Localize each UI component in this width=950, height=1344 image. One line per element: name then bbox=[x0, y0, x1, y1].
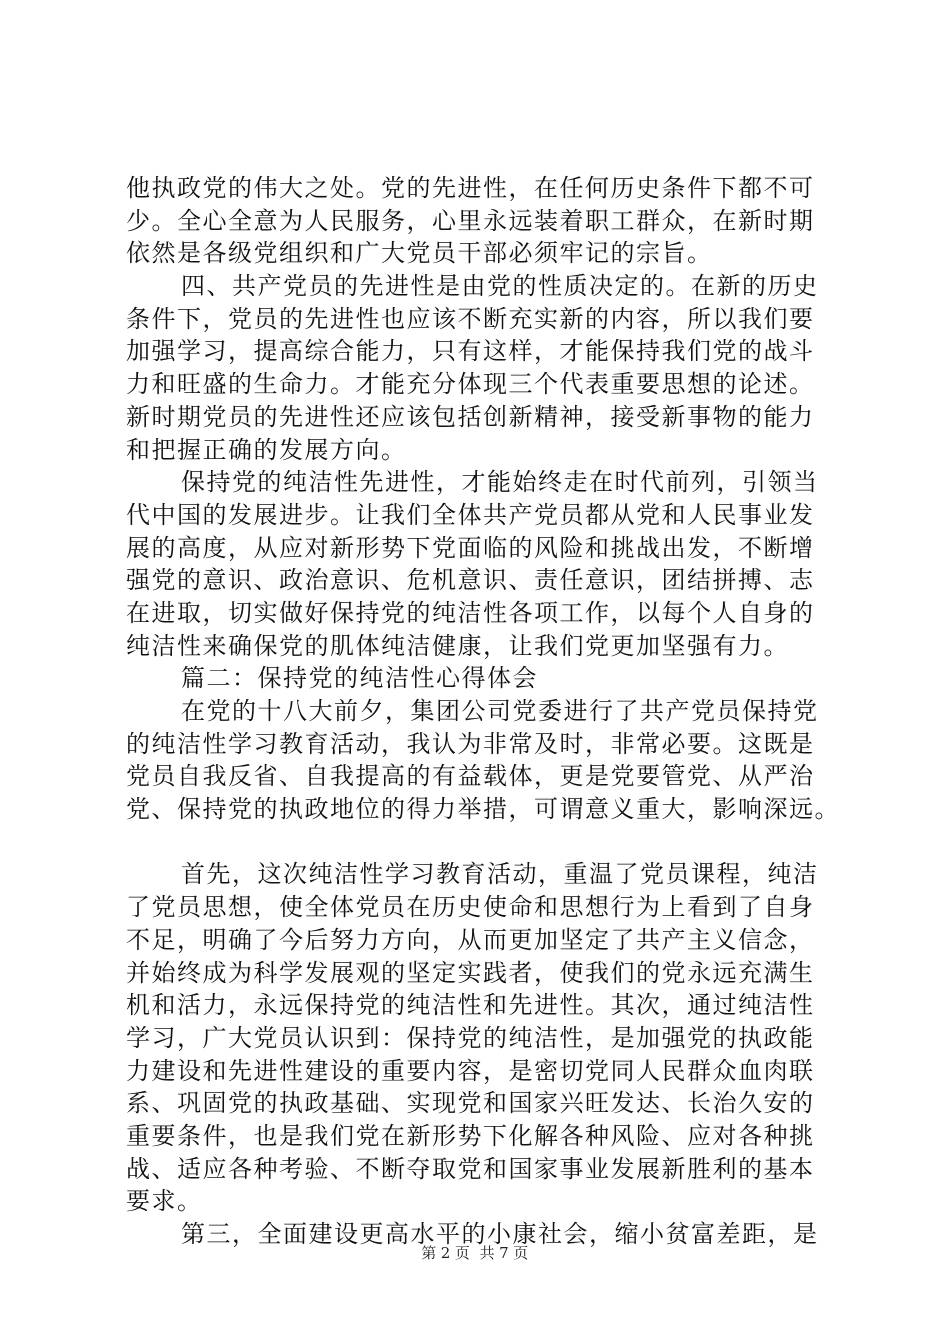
text-line: 篇二：保持党的纯洁性心得体会 bbox=[181, 664, 538, 693]
text-line: 机和活力，永远保持党的纯洁性和先进性。其次，通过纯洁性 bbox=[126, 991, 815, 1020]
text-line: 重要条件，也是我们党在新形势下化解各种风险、应对各种挑 bbox=[126, 1121, 815, 1150]
total-pages: 7 bbox=[499, 1244, 510, 1262]
text-line: 少。全心全意为人民服务，心里永远装着职工群众，在新时期 bbox=[126, 206, 815, 235]
text-line: 保持党的纯洁性先进性，才能始终走在时代前列，引领当 bbox=[181, 468, 819, 497]
total-suffix: 页 bbox=[513, 1244, 529, 1262]
text-line: 并始终成为科学发展观的坚定实践者，使我们的党永远充满生 bbox=[126, 958, 815, 987]
text-line: 四、共产党员的先进性是由党的性质决定的。在新的历史 bbox=[181, 272, 819, 301]
text-line: 展的高度，从应对新形势下党面临的风险和挑战出发，不断增 bbox=[126, 533, 815, 562]
text-line: 依然是各级党组织和广大党员干部必须牢记的宗旨。 bbox=[126, 239, 713, 268]
text-line: 和把握正确的发展方向。 bbox=[126, 435, 407, 464]
text-line: 他执政党的伟大之处。党的先进性，在任何历史条件下都不可 bbox=[126, 174, 815, 202]
text-line: 加强学习，提高综合能力，只有这样，才能保持我们党的战斗 bbox=[126, 337, 815, 366]
text-line: 党员自我反省、自我提高的有益载体，更是党要管党、从严治 bbox=[126, 762, 815, 791]
document-body bbox=[126, 172, 840, 1251]
text-line: 党、保持党的执政地位的得力举措，可谓意义重大，影响深远。 bbox=[126, 795, 840, 824]
text-line: 不足，明确了今后努力方向，从而更加坚定了共产主义信念， bbox=[126, 925, 815, 954]
text-line: 代中国的发展进步。让我们全体共产党员都从党和人民事业发 bbox=[126, 500, 815, 529]
text-line: 首先，这次纯洁性学习教育活动，重温了党员课程，纯洁 bbox=[181, 860, 819, 889]
text-line: 在党的十八大前夕，集团公司党委进行了共产党员保持党 bbox=[181, 697, 819, 725]
text-line: 第三，全面建设更高水平的小康社会，缩小贫富差距，是 bbox=[181, 1220, 819, 1248]
text-line: 学习，广大党员认识到：保持党的纯洁性，是加强党的执政能 bbox=[126, 1023, 815, 1052]
text-line: 的纯洁性学习教育活动，我认为非常及时，非常必要。这既是 bbox=[126, 729, 815, 758]
text-line: 纯洁性来确保党的肌体纯洁健康，让我们党更加坚强有力。 bbox=[126, 631, 789, 660]
text-line: 力建设和先进性建设的重要内容，是密切党同人民群众血肉联 bbox=[126, 1056, 815, 1085]
blank-line bbox=[126, 826, 826, 859]
text-line: 战、适应各种考验、不断夺取党和国家事业发展新胜利的基本 bbox=[126, 1154, 815, 1183]
text-line: 强党的意识、政治意识、危机意识、责任意识，团结拼搏、志 bbox=[126, 566, 815, 595]
text-line: 要求。 bbox=[126, 1187, 203, 1216]
total-prefix: 共 bbox=[479, 1244, 496, 1262]
page-number: 2 bbox=[440, 1244, 451, 1262]
page-prefix: 第 bbox=[421, 1244, 437, 1262]
text-line: 了党员思想，使全体党员在历史使命和思想行为上看到了自身 bbox=[126, 893, 815, 922]
text-line: 系、巩固党的执政基础、实现党和国家兴旺发达、长治久安的 bbox=[126, 1089, 815, 1118]
text-line: 在进取，切实做好保持党的纯洁性各项工作，以每个人自身的 bbox=[126, 598, 815, 627]
text-line: 新时期党员的先进性还应该包括创新精神，接受新事物的能力 bbox=[126, 402, 815, 431]
text-line: 力和旺盛的生命力。才能充分体现三个代表重要思想的论述。 bbox=[126, 370, 815, 399]
page-footer bbox=[0, 1242, 950, 1263]
text-line: 条件下，党员的先进性也应该不断充实新的内容，所以我们要 bbox=[126, 304, 815, 333]
page-suffix: 页 bbox=[454, 1244, 471, 1262]
